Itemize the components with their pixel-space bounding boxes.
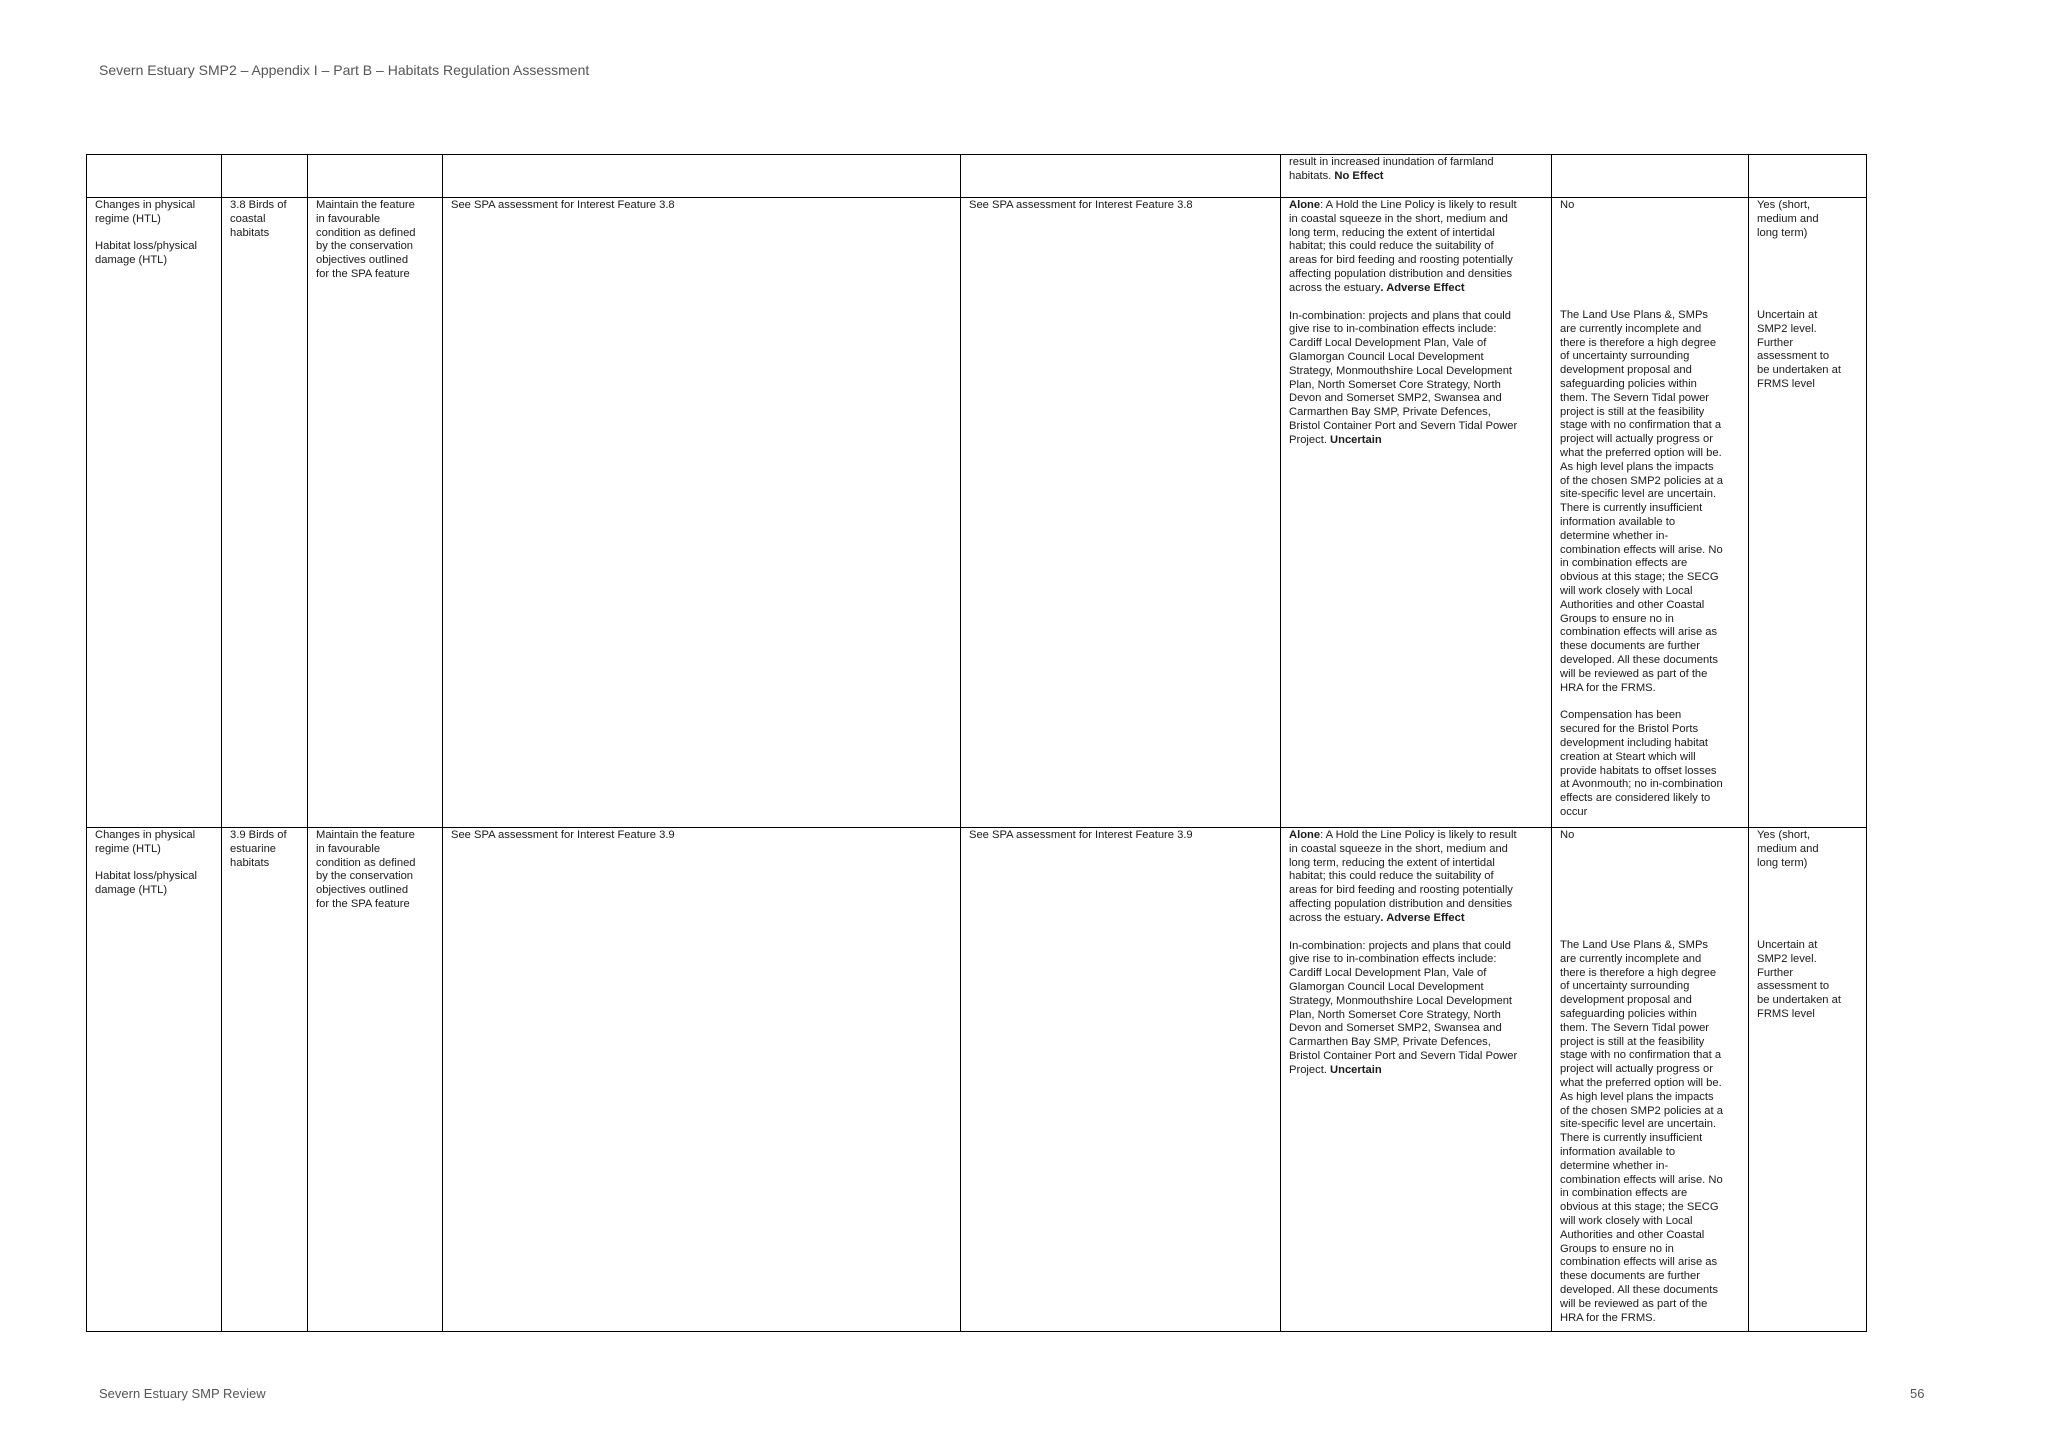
cell-objective (308, 155, 443, 198)
cell-feature: 3.9 Birds of estuarine habitats (222, 828, 308, 1332)
cell-assessment (1281, 155, 1552, 198)
cell-col4 (443, 155, 961, 198)
cell-residual (1749, 155, 1867, 198)
assessment-alone: Alone: A Hold the Line Policy is likely to result in coastal squeeze in the short, medium and long term, reducing the extent of intertidal habitat; this could reduce the suitability of areas for bird feeding and roosting potentially affecting population distribution and densities across the estuary. Adverse Effect (1289, 199, 1517, 294)
cell-col5: See SPA assessment for Interest Feature 3.9 (961, 828, 1281, 1332)
cell-pressure (87, 155, 222, 198)
residual-in-combination: Uncertain at SMP2 level. Further assessment to be undertaken at FRMS level (1757, 309, 1841, 390)
mitigation-alone: No (1560, 199, 1575, 211)
cell-objective: Maintain the feature in favourable condition as defined by the conservation objectives outlined for the SPA feature (308, 198, 443, 828)
mitigation-in-combination: The Land Use Plans &, SMPs are currently incomplete and there is therefore a high degree of uncertainty surrounding development proposal and safeguarding policies within them. The Severn Tidal power project is still at the feasibility stage with no confirmation that a project will actually progress or what the preferred option will be. As high level plans the impacts of the chosen SMP2 policies at a site-specific level are uncertain. There is currently insufficient information available to determine whether in- combination effects will arise. No in combination effects are obvious at this stage; the SECG will work closely with Local Authorities and other Coastal Groups to ensure no in combination effects will arise as these documents are further developed. All these documents will be reviewed as part of the HRA for the FRMS. (1560, 939, 1723, 1324)
assessment-text: result in increased inundation of farmland habitats. (1289, 156, 1494, 182)
assessment-in-combination: In-combination: projects and plans that could give rise to in-combination effects include: Cardiff Local Development Plan, Vale of Glamorgan Council Local Development Strategy, Monmouthshire Local Development Plan, North Somerset Core Strategy, North Devon and Somerset SMP2, Swansea and Carmarthen Bay SMP, Private Defences, Bristol Container Port and Severn Tidal Power Project. Uncertain (1289, 309, 1518, 446)
cell-feature (222, 155, 308, 198)
residual-alone: Yes (short, medium and long term) (1757, 829, 1819, 869)
table-row (87, 198, 1867, 828)
cell-residual (1749, 198, 1867, 828)
cell-mitigation (1552, 155, 1749, 198)
cell-col5: See SPA assessment for Interest Feature 3.8 (961, 198, 1281, 828)
table-row (87, 828, 1867, 1332)
cell-mitigation (1552, 198, 1749, 828)
cell-col4: See SPA assessment for Interest Feature 3.9 (443, 828, 961, 1332)
cell-mitigation (1552, 828, 1749, 1332)
mitigation-alone: No (1560, 829, 1575, 841)
cell-objective: Maintain the feature in favourable condition as defined by the conservation objectives outlined for the SPA feature (308, 828, 443, 1332)
residual-alone: Yes (short, medium and long term) (1757, 199, 1819, 239)
cell-pressure: Changes in physical regime (HTL) Habitat loss/physical damage (HTL) (87, 198, 222, 828)
assessment-alone: Alone: A Hold the Line Policy is likely to result in coastal squeeze in the short, medium and long term, reducing the extent of intertidal habitat; this could reduce the suitability of areas for bird feeding and roosting potentially affecting population distribution and densities across the estuary. Adverse Effect (1289, 829, 1517, 924)
assessment-verdict: No Effect (1334, 169, 1384, 182)
cell-col4: See SPA assessment for Interest Feature 3.8 (443, 198, 961, 828)
cell-pressure: Changes in physical regime (HTL) Habitat loss/physical damage (HTL) (87, 828, 222, 1332)
mitigation-in-combination: The Land Use Plans &, SMPs are currently incomplete and there is therefore a high degree of uncertainty surrounding development proposal and safeguarding policies within them. The Severn Tidal power project is still at the feasibility stage with no confirmation that a project will actually progress or what the preferred option will be. As high level plans the impacts of the chosen SMP2 policies at a site-specific level are uncertain. There is currently insufficient information available to determine whether in- combination effects will arise. No in combination effects are obvious at this stage; the SECG will work closely with Local Authorities and other Coastal Groups to ensure no in combination effects will arise as these documents are further developed. All these documents will be reviewed as part of the HRA for the FRMS. (1560, 309, 1723, 694)
cell-assessment (1281, 828, 1552, 1332)
mitigation-compensation: Compensation has been secured for the Bristol Ports development including habitat creation at Steart which will provide habitats to offset losses at Avonmouth; no in-combination effects are considered likely to occur (1560, 709, 1723, 818)
page-number: 56 (1910, 1386, 1925, 1401)
residual-in-combination: Uncertain at SMP2 level. Further assessment to be undertaken at FRMS level (1757, 939, 1841, 1020)
table-row-continuation (87, 155, 1867, 198)
page-footer: Severn Estuary SMP Review (99, 1386, 266, 1401)
page-header: Severn Estuary SMP2 – Appendix I – Part B – Habitats Regulation Assessment (99, 62, 590, 78)
cell-feature: 3.8 Birds of coastal habitats (222, 198, 308, 828)
cell-residual (1749, 828, 1867, 1332)
assessment-in-combination: In-combination: projects and plans that could give rise to in-combination effects include: Cardiff Local Development Plan, Vale of Glamorgan Council Local Development Strategy, Monmouthshire Local Development Plan, North Somerset Core Strategy, North Devon and Somerset SMP2, Swansea and Carmarthen Bay SMP, Private Defences, Bristol Container Port and Severn Tidal Power Project. Uncertain (1289, 939, 1518, 1076)
habitats-assessment-table (86, 154, 1867, 1332)
cell-col5 (961, 155, 1281, 198)
cell-assessment (1281, 198, 1552, 828)
